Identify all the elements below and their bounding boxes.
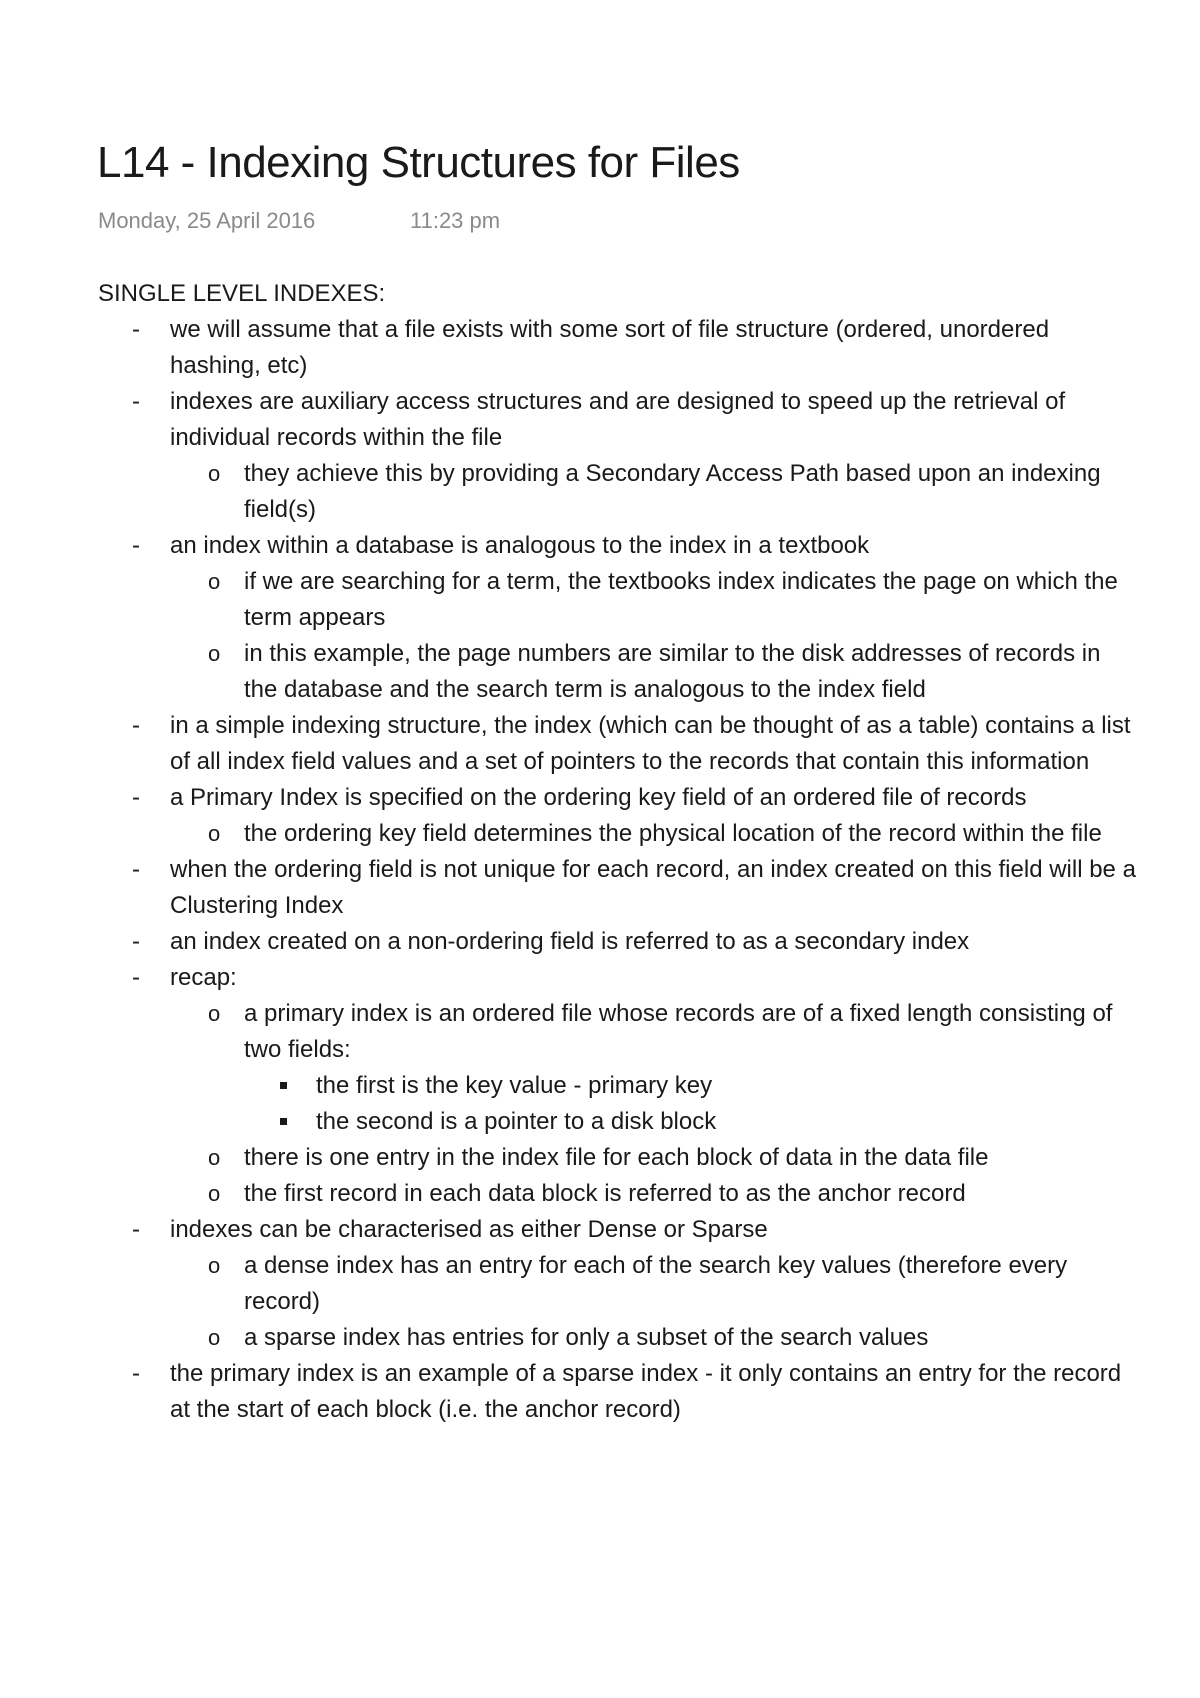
page-title: L14 - Indexing Structures for Files [97,138,740,187]
list-item [98,312,1138,384]
list-item-text: we will assume that a file exists with some sort of file structure (ordered, unordered hashing, etc) [170,316,1050,379]
list-item-text: indexes can be characterised as either Dense or Sparse [170,1216,768,1243]
sub-list-item [170,996,1138,1140]
circle-bullet: o [208,641,221,666]
nested-list [170,996,1138,1212]
nested-list [170,564,1138,708]
page-time: 11:23 pm [410,208,501,233]
list-item-text: in a simple indexing structure, the index (which can be thought of as a table) contains a list of all index field values and a set of pointers to the records that contain this information [170,712,1131,775]
circle-bullet: o [208,1001,221,1026]
sub-sub-list-item [244,1068,1138,1104]
dash-bullet: - [132,784,140,811]
list-item [98,384,1138,528]
section-heading: SINGLE LEVEL INDEXES: [98,280,386,307]
list-item-text: a Primary Index is specified on the ordering key field of an ordered file of records [170,784,1027,811]
list-item-text: a dense index has an entry for each of the search key values (therefore every record) [244,1252,1068,1315]
sub-list-item [170,456,1138,528]
sub-list-item [170,1140,1138,1176]
list-item-text: the ordering key field determines the physical location of the record within the file [244,820,1102,847]
list-item-text: indexes are auxiliary access structures and are designed to speed up the retrieval of individual records within the file [170,388,1066,451]
list-item-text: recap: [170,964,237,991]
dash-bullet: - [132,1360,140,1387]
dash-bullet: - [132,928,140,955]
list-item [98,708,1138,780]
list-item-text: there is one entry in the index file for each block of data in the data file [244,1144,989,1171]
list-item-text: they achieve this by providing a Secondary Access Path based upon an indexing field(s) [244,460,1101,523]
list-item-text: when the ordering field is not unique for each record, an index created on this field will be a Clustering Index [170,856,1136,919]
dash-bullet: - [132,1216,140,1243]
dash-bullet: - [132,712,140,739]
list-item-text: the first record in each data block is referred to as the anchor record [244,1180,966,1207]
list-item-text: the primary index is an example of a sparse index - it only contains an entry for the record at the start of each block (i.e. the anchor record) [170,1360,1122,1423]
list-item [98,1356,1138,1428]
square-bullet-icon [280,1118,287,1125]
list-item [98,924,1138,960]
list-item-text: the second is a pointer to a disk block [316,1108,717,1135]
circle-bullet: o [208,1325,221,1350]
list-item-text: an index within a database is analogous to the index in a textbook [170,532,870,559]
list-item-text: if we are searching for a term, the textbooks index indicates the page on which the term appears [244,568,1118,631]
nested-list [244,1068,1138,1140]
circle-bullet: o [208,1181,221,1206]
page-date: Monday, 25 April 2016 [98,208,316,233]
dash-bullet: - [132,532,140,559]
circle-bullet: o [208,461,221,486]
sub-list-item [170,816,1138,852]
circle-bullet: o [208,1253,221,1278]
sub-list-item [170,1176,1138,1212]
list-item [98,780,1138,852]
sub-list-item [170,636,1138,708]
dash-bullet: - [132,856,140,883]
sub-list-item [170,1320,1138,1356]
list-item [98,528,1138,708]
nested-list [170,1248,1138,1356]
circle-bullet: o [208,1145,221,1170]
sub-list-item [170,1248,1138,1320]
bullet-list [98,312,1138,1428]
list-item-text: a primary index is an ordered file whose records are of a fixed length consisting of two fields: [244,1000,1113,1063]
dash-bullet: - [132,388,140,415]
note-body [98,276,1138,1428]
list-item-text: a sparse index has entries for only a subset of the search values [244,1324,929,1351]
sub-sub-list-item [244,1104,1138,1140]
dash-bullet: - [132,964,140,991]
nested-list [170,816,1138,852]
nested-list [170,456,1138,528]
sub-list-item [170,564,1138,636]
square-bullet-icon [280,1082,287,1089]
list-item-text: the first is the key value - primary key [316,1072,713,1099]
list-item [98,852,1138,924]
circle-bullet: o [208,821,221,846]
list-item-text: an index created on a non-ordering field is referred to as a secondary index [170,928,970,955]
list-item [98,960,1138,1212]
list-item-text: in this example, the page numbers are similar to the disk addresses of records in the database and the search term is analogous to the index field [244,640,1101,703]
dash-bullet: - [132,316,140,343]
circle-bullet: o [208,569,221,594]
list-item [98,1212,1138,1356]
